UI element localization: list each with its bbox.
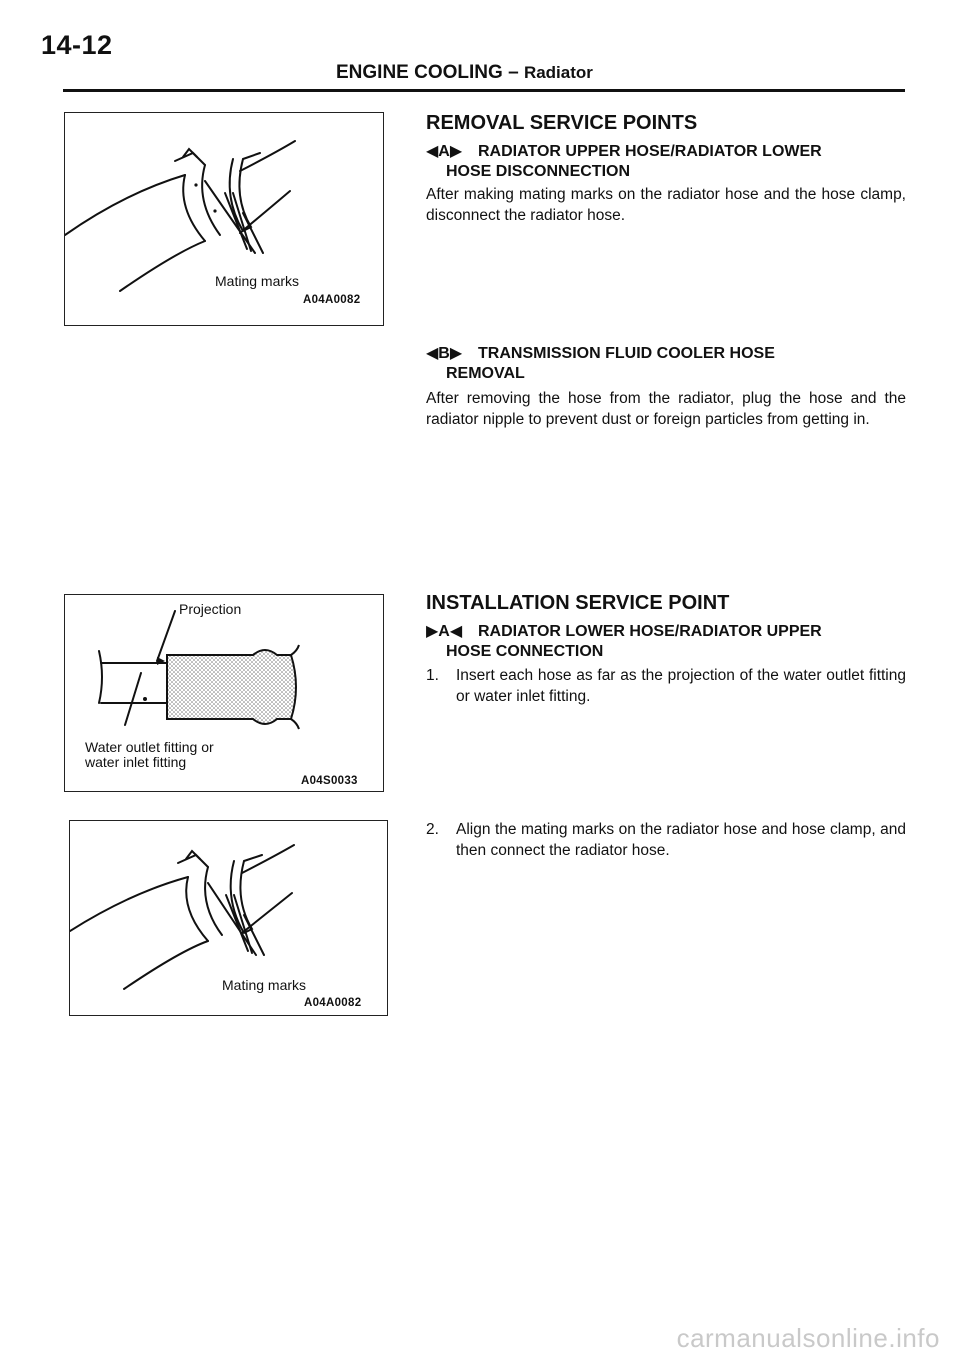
- removal-item-a-text: After making mating marks on the radiator hose and the hose clamp, disconnect the radiator hose.: [426, 186, 906, 224]
- step-1-number: 1.: [426, 667, 439, 684]
- figure-2-label-projection: Projection: [179, 601, 242, 617]
- title-dash: –: [508, 62, 519, 83]
- installation-item-a-heading-1: RADIATOR LOWER HOSE/RADIATOR UPPER: [478, 623, 822, 640]
- removal-item-a-heading-1: RADIATOR UPPER HOSE/RADIATOR LOWER: [478, 143, 822, 160]
- watermark: carmanualsonline.info: [676, 1323, 940, 1353]
- installation-item-a-heading-2: HOSE CONNECTION: [446, 643, 604, 660]
- figure-hose-projection: [64, 594, 384, 792]
- figure-3-label: Mating marks: [222, 977, 307, 993]
- removal-item-b-heading-1: TRANSMISSION FLUID COOLER HOSE: [478, 345, 775, 362]
- removal-item-b-heading-2: REMOVAL: [446, 365, 525, 382]
- figure-1-code: A04A0082: [303, 294, 361, 306]
- installation-step-2: [426, 820, 906, 861]
- removal-item-b-heading: [426, 344, 906, 384]
- marker-b-icon: ◀B▶: [426, 345, 463, 362]
- figure-2-label-fitting-1: Water outlet fitting or: [85, 739, 214, 755]
- removal-item-b-text: After removing the hose from the radiator, plug the hose and the radiator nipple to prevent dust or foreign particles from getting in.: [426, 390, 906, 428]
- removal-item-a-heading: [426, 142, 906, 182]
- removal-section-title: REMOVAL SERVICE POINTS: [426, 112, 698, 134]
- figure-2-label-fitting-2: water inlet fitting: [85, 754, 187, 770]
- marker-a-icon: ◀A▶: [426, 143, 463, 160]
- page-number: 14-12: [41, 30, 113, 60]
- figure-3-code: A04A0082: [304, 997, 362, 1009]
- step-1-text: Insert each hose as far as the projection of the water outlet fitting or water inlet fitting.: [456, 667, 906, 705]
- section-title: ENGINE COOLING: [336, 62, 503, 83]
- subsection-title: Radiator: [523, 63, 593, 82]
- figure-2-code: A04S0033: [301, 775, 358, 787]
- installation-section-title: INSTALLATION SERVICE POINT: [426, 592, 730, 614]
- installation-step-1: [426, 666, 906, 707]
- step-2-text: Align the mating marks on the radiator hose and hose clamp, and then connect the radiator hose.: [456, 821, 906, 859]
- page-title: [336, 62, 593, 84]
- marker-install-a-icon: ▶A◀: [426, 623, 463, 640]
- figure-1-label: Mating marks: [215, 273, 300, 289]
- installation-item-a-heading: [426, 622, 906, 662]
- step-2-number: 2.: [426, 821, 439, 838]
- figure-hose-clamp-mating-marks: [64, 112, 384, 326]
- header-rule: [63, 89, 905, 92]
- removal-item-a-heading-2: HOSE DISCONNECTION: [446, 163, 631, 180]
- figure-hose-clamp-mating-marks-2: [69, 820, 388, 1016]
